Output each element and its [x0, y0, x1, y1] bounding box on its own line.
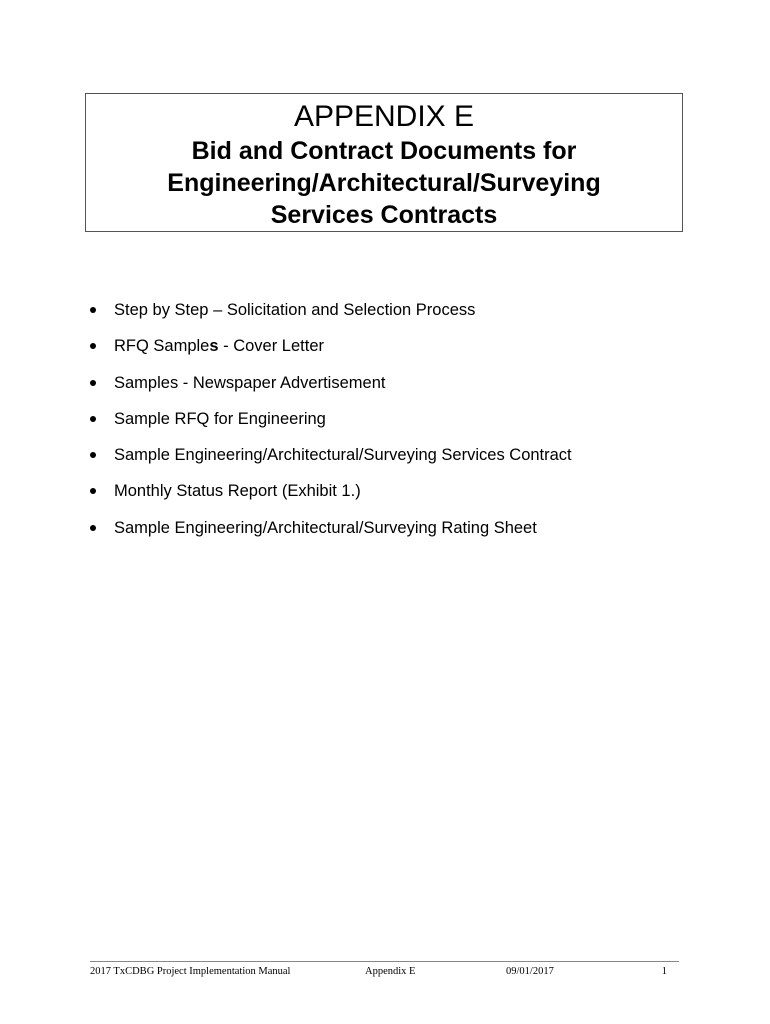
list-item-text-end: - Cover Letter	[218, 337, 325, 356]
list-item-text-start: RFQ Sample	[114, 337, 210, 356]
list-item-text: Samples - Newspaper Advertisement	[114, 373, 386, 392]
footer-date: 09/01/2017	[506, 966, 554, 977]
title-box	[85, 93, 683, 232]
bullet-icon	[90, 416, 96, 422]
bullet-icon	[90, 525, 96, 531]
list-item-text: Sample RFQ for Engineering	[114, 409, 326, 428]
list-item-text-bold: s	[209, 337, 219, 356]
list-item-text: Sample Engineering/Architectural/Surveying Services Contract	[114, 446, 572, 465]
document-subtitle	[86, 135, 682, 231]
subtitle-line-2: Engineering/Architectural/Surveying	[167, 169, 601, 197]
list-item	[90, 334, 572, 370]
list-item-text: Monthly Status Report (Exhibit 1.)	[114, 482, 361, 501]
list-item	[90, 516, 572, 552]
bullet-icon	[90, 452, 96, 458]
footer-manual-title: 2017 TxCDBG Project Implementation Manual	[90, 966, 291, 977]
list-item-text: Sample Engineering/Architectural/Surveying Rating Sheet	[114, 518, 537, 537]
page-footer	[90, 965, 679, 979]
bullet-icon	[90, 307, 96, 313]
bullet-icon	[90, 343, 96, 349]
list-item	[90, 479, 572, 515]
subtitle-line-1: Bid and Contract Documents for	[191, 137, 577, 165]
footer-appendix-label: Appendix E	[365, 966, 416, 977]
subtitle-line-3: Services Contracts	[270, 201, 498, 229]
list-item	[90, 443, 572, 479]
appendix-heading: APPENDIX E	[293, 100, 475, 133]
list-item-text: Step by Step – Solicitation and Selection Process	[114, 301, 476, 319]
footer-divider	[90, 961, 679, 962]
bullet-icon	[90, 380, 96, 386]
list-item	[90, 407, 572, 443]
page-number: 1	[661, 966, 667, 977]
list-item	[90, 371, 572, 407]
contents-list	[90, 298, 572, 552]
bullet-icon	[90, 488, 96, 494]
list-item	[90, 298, 572, 334]
